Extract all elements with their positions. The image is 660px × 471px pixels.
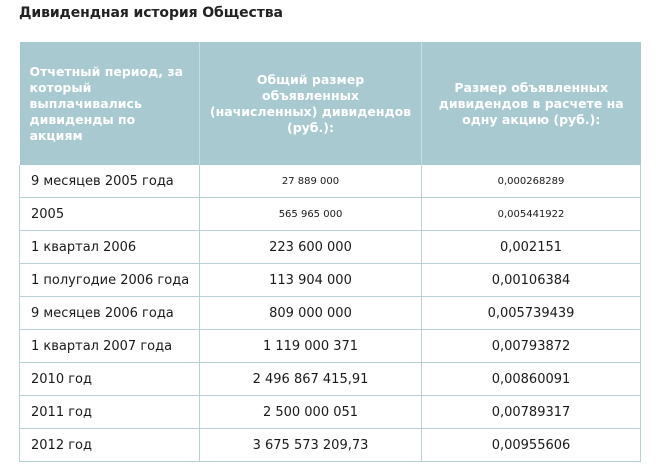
header-per-share: Размер объявленных дивидендов в расчете на одну акцию (руб.): xyxy=(422,42,641,165)
cell-per-share: 0,005441922 xyxy=(422,198,641,231)
cell-per-share: 0,00860091 xyxy=(422,363,641,396)
cell-period: 9 месяцев 2006 года xyxy=(20,297,200,330)
table-row xyxy=(20,396,641,429)
cell-period: 1 квартал 2007 года xyxy=(20,330,200,363)
header-period: Отчетный период, за который выплачивались дивиденды по акциям xyxy=(20,42,200,165)
cell-total: 565 965 000 xyxy=(200,198,422,231)
cell-period: 2011 год xyxy=(20,396,200,429)
cell-period: 2010 год xyxy=(20,363,200,396)
table-row xyxy=(20,264,641,297)
cell-total: 3 675 573 209,73 xyxy=(200,429,422,462)
table-row xyxy=(20,429,641,462)
cell-per-share: 0,002151 xyxy=(422,231,641,264)
cell-total: 27 889 000 xyxy=(200,165,422,198)
cell-per-share: 0,00106384 xyxy=(422,264,641,297)
page-title: Дивидендная история Общества xyxy=(19,5,283,21)
table-row xyxy=(20,363,641,396)
cell-period: 2005 xyxy=(20,198,200,231)
cell-period: 1 полугодие 2006 года xyxy=(20,264,200,297)
cell-per-share: 0,000268289 xyxy=(422,165,641,198)
cell-total: 223 600 000 xyxy=(200,231,422,264)
table-row xyxy=(20,330,641,363)
table-row xyxy=(20,297,641,330)
cell-period: 1 квартал 2006 xyxy=(20,231,200,264)
cell-total: 1 119 000 371 xyxy=(200,330,422,363)
cell-per-share: 0,00955606 xyxy=(422,429,641,462)
cell-per-share: 0,005739439 xyxy=(422,297,641,330)
cell-per-share: 0,00789317 xyxy=(422,396,641,429)
cell-per-share: 0,00793872 xyxy=(422,330,641,363)
table-row xyxy=(20,165,641,198)
cell-total: 809 000 000 xyxy=(200,297,422,330)
cell-total: 2 496 867 415,91 xyxy=(200,363,422,396)
header-total-dividends: Общий размер объявленных (начисленных) дивидендов (руб.): xyxy=(200,42,422,165)
table-row xyxy=(20,198,641,231)
cell-total: 2 500 000 051 xyxy=(200,396,422,429)
dividend-table xyxy=(19,42,641,462)
table-row xyxy=(20,231,641,264)
cell-period: 2012 год xyxy=(20,429,200,462)
table-header-row xyxy=(20,42,641,165)
cell-total: 113 904 000 xyxy=(200,264,422,297)
cell-period: 9 месяцев 2005 года xyxy=(20,165,200,198)
